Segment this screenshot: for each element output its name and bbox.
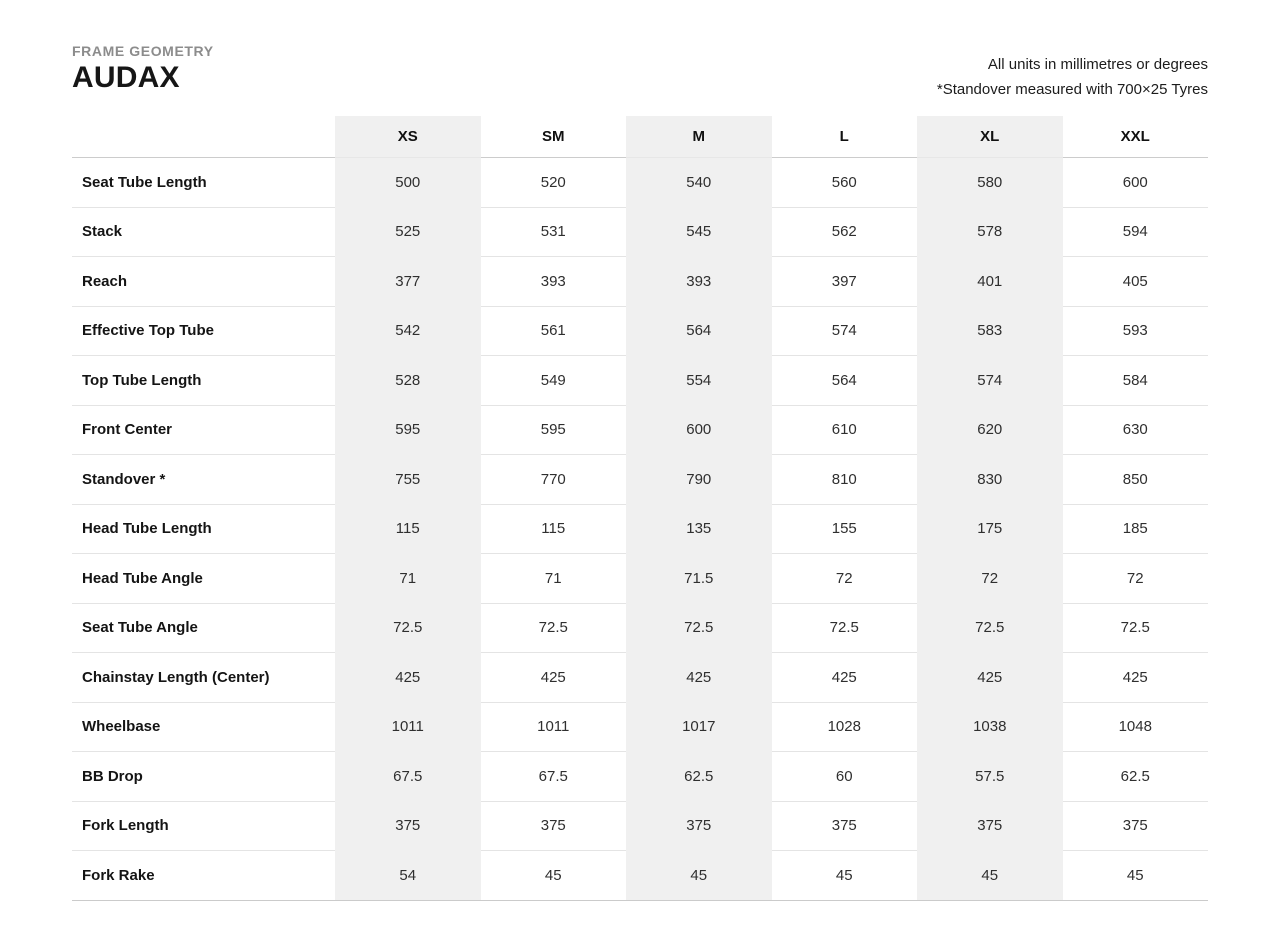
row-label: BB Drop [72, 752, 335, 802]
cell-value: 45 [1063, 851, 1209, 901]
cell-value: 425 [335, 653, 481, 703]
cell-value: 560 [772, 158, 918, 208]
cell-value: 45 [917, 851, 1063, 901]
cell-value: 574 [772, 306, 918, 356]
cell-value: 595 [481, 405, 627, 455]
cell-value: 185 [1063, 504, 1209, 554]
cell-value: 115 [481, 504, 627, 554]
cell-value: 71 [481, 554, 627, 604]
table-row [72, 455, 1208, 505]
cell-value: 405 [1063, 257, 1209, 307]
cell-value: 393 [626, 257, 772, 307]
cell-value: 397 [772, 257, 918, 307]
cell-value: 564 [626, 306, 772, 356]
row-label: Seat Tube Angle [72, 603, 335, 653]
row-label: Seat Tube Length [72, 158, 335, 208]
cell-value: 578 [917, 207, 1063, 257]
cell-value: 57.5 [917, 752, 1063, 802]
cell-value: 375 [481, 801, 627, 851]
table-row [72, 653, 1208, 703]
cell-value: 62.5 [626, 752, 772, 802]
units-note-line-1: All units in millimetres or degrees [987, 56, 1208, 73]
row-label: Reach [72, 257, 335, 307]
cell-value: 62.5 [1063, 752, 1209, 802]
cell-value: 520 [481, 158, 627, 208]
size-header-xs: XS [335, 116, 481, 158]
row-label: Top Tube Length [72, 356, 335, 406]
cell-value: 1028 [772, 702, 918, 752]
cell-value: 67.5 [335, 752, 481, 802]
row-label: Standover * [72, 455, 335, 505]
row-label: Effective Top Tube [72, 306, 335, 356]
cell-value: 584 [1063, 356, 1209, 406]
cell-value: 790 [626, 455, 772, 505]
table-row [72, 752, 1208, 802]
cell-value: 375 [1063, 801, 1209, 851]
geometry-table-body [72, 158, 1208, 901]
table-row [72, 158, 1208, 208]
cell-value: 72.5 [481, 603, 627, 653]
cell-value: 393 [481, 257, 627, 307]
cell-value: 425 [481, 653, 627, 703]
cell-value: 561 [481, 306, 627, 356]
cell-value: 425 [626, 653, 772, 703]
row-label: Stack [72, 207, 335, 257]
cell-value: 1011 [481, 702, 627, 752]
cell-value: 72 [772, 554, 918, 604]
cell-value: 549 [481, 356, 627, 406]
cell-value: 600 [626, 405, 772, 455]
cell-value: 600 [1063, 158, 1209, 208]
table-row [72, 306, 1208, 356]
table-row [72, 554, 1208, 604]
cell-value: 620 [917, 405, 1063, 455]
cell-value: 593 [1063, 306, 1209, 356]
cell-value: 72 [917, 554, 1063, 604]
cell-value: 72.5 [335, 603, 481, 653]
table-row [72, 356, 1208, 406]
cell-value: 72.5 [626, 603, 772, 653]
cell-value: 850 [1063, 455, 1209, 505]
cell-value: 375 [335, 801, 481, 851]
cell-value: 115 [335, 504, 481, 554]
cell-value: 72.5 [917, 603, 1063, 653]
table-row [72, 257, 1208, 307]
cell-value: 1011 [335, 702, 481, 752]
cell-value: 1038 [917, 702, 1063, 752]
cell-value: 542 [335, 306, 481, 356]
cell-value: 175 [917, 504, 1063, 554]
row-label: Chainstay Length (Center) [72, 653, 335, 703]
cell-value: 755 [335, 455, 481, 505]
cell-value: 564 [772, 356, 918, 406]
cell-value: 574 [917, 356, 1063, 406]
cell-value: 525 [335, 207, 481, 257]
cell-value: 60 [772, 752, 918, 802]
cell-value: 583 [917, 306, 1063, 356]
table-row [72, 504, 1208, 554]
cell-value: 810 [772, 455, 918, 505]
cell-value: 375 [917, 801, 1063, 851]
cell-value: 770 [481, 455, 627, 505]
cell-value: 595 [335, 405, 481, 455]
standover-note-line-2: *Standover measured with 700×25 Tyres [936, 80, 1208, 98]
row-label: Fork Length [72, 801, 335, 851]
size-header-xxl: XXL [1063, 116, 1209, 158]
cell-value: 72.5 [1063, 603, 1209, 653]
cell-value: 630 [1063, 405, 1209, 455]
cell-value: 45 [772, 851, 918, 901]
cell-value: 377 [335, 257, 481, 307]
cell-value: 1017 [626, 702, 772, 752]
cell-value: 500 [335, 158, 481, 208]
cell-value: 830 [917, 455, 1063, 505]
row-label: Wheelbase [72, 702, 335, 752]
cell-value: 375 [626, 801, 772, 851]
cell-value: 45 [481, 851, 627, 901]
size-header-m: M [626, 116, 772, 158]
cell-value: 425 [917, 653, 1063, 703]
cell-value: 1048 [1063, 702, 1209, 752]
content-area [72, 0, 1208, 901]
cell-value: 71 [335, 554, 481, 604]
table-row [72, 207, 1208, 257]
cell-value: 554 [626, 356, 772, 406]
table-row [72, 851, 1208, 901]
table-row [72, 603, 1208, 653]
row-label: Fork Rake [72, 851, 335, 901]
size-header-sm: SM [481, 116, 627, 158]
size-header-row [72, 116, 1208, 158]
cell-value: 135 [626, 504, 772, 554]
cell-value: 72 [1063, 554, 1209, 604]
cell-value: 594 [1063, 207, 1209, 257]
table-row [72, 405, 1208, 455]
section-eyebrow: FRAME GEOMETRY [72, 43, 214, 59]
cell-value: 545 [626, 207, 772, 257]
cell-value: 562 [772, 207, 918, 257]
cell-value: 531 [481, 207, 627, 257]
geometry-table [72, 116, 1208, 901]
cell-value: 540 [626, 158, 772, 208]
cell-value: 580 [917, 158, 1063, 208]
cell-value: 71.5 [626, 554, 772, 604]
size-header-xl: XL [917, 116, 1063, 158]
cell-value: 425 [772, 653, 918, 703]
size-header-empty [72, 116, 335, 158]
cell-value: 45 [626, 851, 772, 901]
cell-value: 610 [772, 405, 918, 455]
cell-value: 155 [772, 504, 918, 554]
table-row [72, 702, 1208, 752]
row-label: Front Center [72, 405, 335, 455]
cell-value: 54 [335, 851, 481, 901]
cell-value: 67.5 [481, 752, 627, 802]
cell-value: 528 [335, 356, 481, 406]
cell-value: 72.5 [772, 603, 918, 653]
cell-value: 375 [772, 801, 918, 851]
page-title: AUDAX [72, 61, 180, 94]
table-row [72, 801, 1208, 851]
size-header-l: L [772, 116, 918, 158]
row-label: Head Tube Length [72, 504, 335, 554]
cell-value: 425 [1063, 653, 1209, 703]
cell-value: 401 [917, 257, 1063, 307]
units-notes [937, 53, 1208, 102]
row-label: Head Tube Angle [72, 554, 335, 604]
